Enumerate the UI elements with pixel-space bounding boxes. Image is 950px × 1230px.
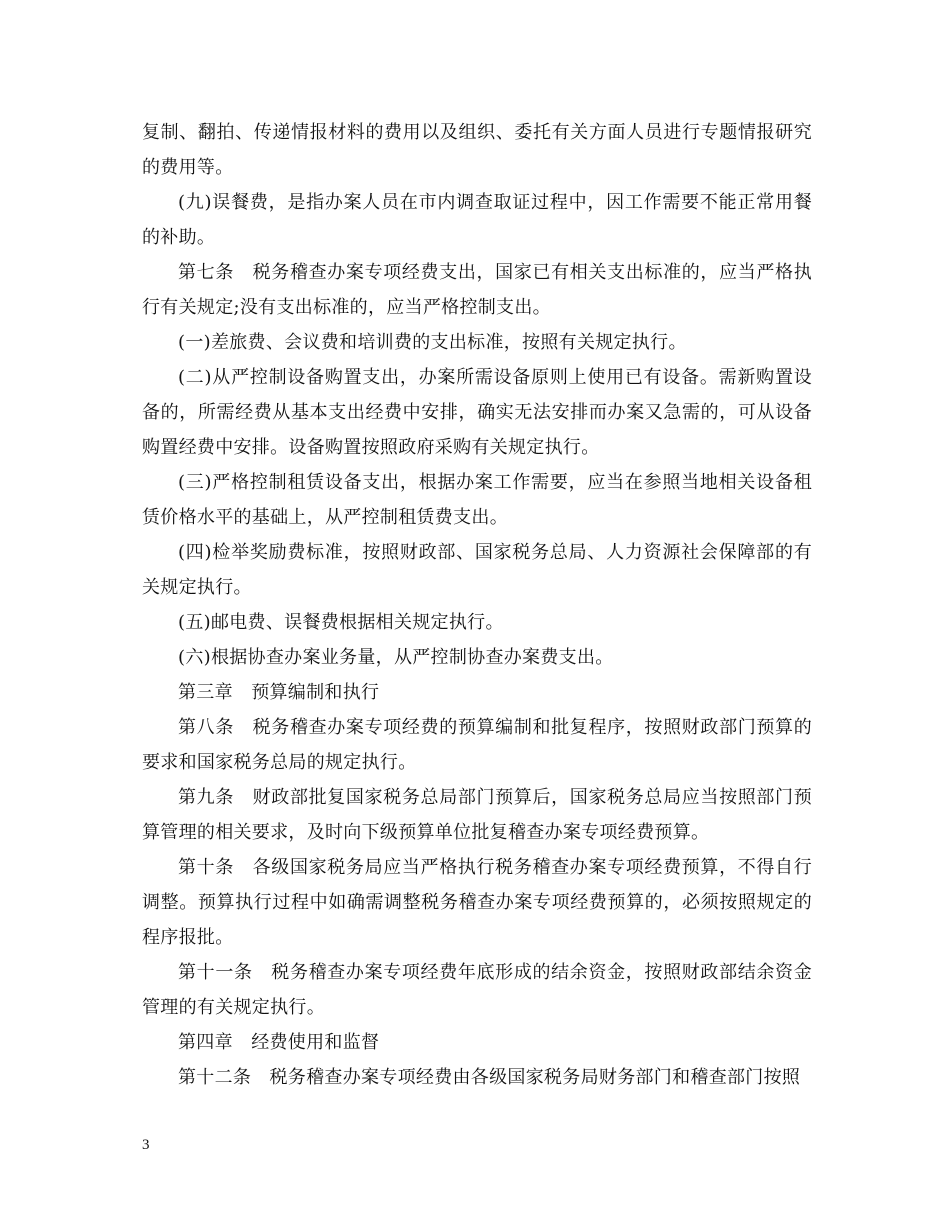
document-body	[142, 115, 812, 1095]
paragraph-article-9: 第九条 财政部批复国家税务总局部门预算后，国家税务总局应当按照部门预算管理的相关要求，及时向下级预算单位批复稽查办案专项经费预算。	[142, 787, 812, 843]
paragraph-article-10: 第十条 各级国家税务局应当严格执行税务稽查办案专项经费预算，不得自行调整。预算执行过程中如确需调整税务稽查办案专项经费预算的，必须按照规定的程序报批。	[142, 857, 812, 948]
paragraph-item-5: (五)邮电费、误餐费根据相关规定执行。	[178, 612, 504, 633]
paragraph-article-11: 第十一条 税务稽查办案专项经费年底形成的结余资金，按照财政部结余资金管理的有关规定执行。	[142, 962, 812, 1018]
paragraph-item-9: (九)误餐费，是指办案人员在市内调查取证过程中，因工作需要不能正常用餐的补助。	[142, 192, 812, 248]
paragraph-item-6: (六)根据协查办案业务量，从严控制协查办案费支出。	[178, 647, 614, 668]
paragraph-article-7: 第七条 税务稽查办案专项经费支出，国家已有相关支出标准的，应当严格执行有关规定;没有支出标准的，应当严格控制支出。	[142, 262, 812, 318]
paragraph-item-3: (三)严格控制租赁设备支出，根据办案工作需要，应当在参照当地相关设备租赁价格水平的基础上，从严控制租赁费支出。	[142, 472, 812, 528]
paragraph-article-12: 第十二条 税务稽查办案专项经费由各级国家税务局财务部门和稽查部门按照	[178, 1067, 801, 1088]
chapter-heading-4: 第四章 经费使用和监督	[178, 1032, 380, 1053]
paragraph-item-1: (一)差旅费、会议费和培训费的支出标准，按照有关规定执行。	[178, 332, 687, 353]
paragraph-article-8: 第八条 税务稽查办案专项经费的预算编制和批复程序，按照财政部门预算的要求和国家税务总局的规定执行。	[142, 717, 812, 773]
chapter-heading-3: 第三章 预算编制和执行	[178, 682, 380, 703]
page-number: 3	[142, 1137, 150, 1153]
paragraph-item-4: (四)检举奖励费标准，按照财政部、国家税务总局、人力资源社会保障部的有关规定执行。	[142, 542, 812, 598]
paragraph-item-2: (二)从严控制设备购置支出，办案所需设备原则上使用已有设备。需新购置设备的，所需经费从基本支出经费中安排，确实无法安排而办案又急需的，可从设备购置经费中安排。设备购置按照政府采购有关规定执行。	[142, 367, 812, 458]
paragraph-continuation: 复制、翻拍、传递情报材料的费用以及组织、委托有关方面人员进行专题情报研究的费用等。	[142, 122, 812, 178]
